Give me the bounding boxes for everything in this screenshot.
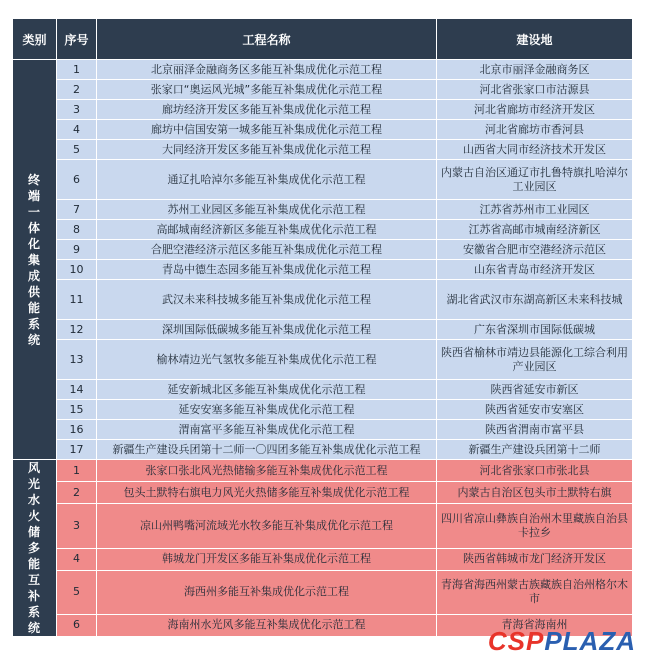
location-cell: 陕西省渭南市富平县 <box>437 420 633 440</box>
index-cell: 1 <box>57 460 97 482</box>
table-row <box>13 548 633 570</box>
location-cell: 陕西省延安市新区 <box>437 380 633 400</box>
project-name-cell: 大同经济开发区多能互补集成优化示范工程 <box>97 140 437 160</box>
project-name-cell: 廊坊经济开发区多能互补集成优化示范工程 <box>97 100 437 120</box>
project-name-cell: 包头土默特右旗电力风光火热储多能互补集成优化示范工程 <box>97 482 437 504</box>
index-cell: 17 <box>57 440 97 460</box>
project-name-cell: 海南州水光风多能互补集成优化示范工程 <box>97 614 437 636</box>
index-cell: 6 <box>57 614 97 636</box>
location-cell: 四川省凉山彝族自治州木里藏族自治县卡拉乡 <box>437 504 633 548</box>
index-cell: 8 <box>57 220 97 240</box>
project-name-cell: 通辽扎哈淖尔多能互补集成优化示范工程 <box>97 160 437 200</box>
index-cell: 14 <box>57 380 97 400</box>
project-name-cell: 榆林靖边光气氢牧多能互补集成优化示范工程 <box>97 340 437 380</box>
location-cell: 湖北省武汉市东湖高新区未来科技城 <box>437 280 633 320</box>
location-cell: 江苏省高邮市城南经济新区 <box>437 220 633 240</box>
index-cell: 1 <box>57 60 97 80</box>
header-index: 序号 <box>57 19 97 60</box>
table-row <box>13 340 633 380</box>
index-cell: 4 <box>57 548 97 570</box>
project-name-cell: 延安新城北区多能互补集成优化示范工程 <box>97 380 437 400</box>
header-location: 建设地 <box>437 19 633 60</box>
index-cell: 11 <box>57 280 97 320</box>
index-cell: 13 <box>57 340 97 380</box>
table-row <box>13 420 633 440</box>
index-cell: 4 <box>57 120 97 140</box>
index-cell: 6 <box>57 160 97 200</box>
table-row <box>13 440 633 460</box>
location-cell: 江苏省苏州市工业园区 <box>437 200 633 220</box>
location-cell: 陕西省延安市安塞区 <box>437 400 633 420</box>
location-cell: 河北省张家口市张北县 <box>437 460 633 482</box>
location-cell: 陕西省韩城市龙门经济开发区 <box>437 548 633 570</box>
index-cell: 10 <box>57 260 97 280</box>
csp-plaza-watermark <box>488 626 636 657</box>
project-name-cell: 海西州多能互补集成优化示范工程 <box>97 570 437 614</box>
project-name-cell: 深圳国际低碳城多能互补集成优化示范工程 <box>97 320 437 340</box>
location-cell: 河北省张家口市沽源县 <box>437 80 633 100</box>
category-cell: 终端一体化集成供能系统 <box>13 60 57 460</box>
location-cell: 陕西省榆林市靖边县能源化工综合利用产业园区 <box>437 340 633 380</box>
location-cell: 新疆生产建设兵团第十二师 <box>437 440 633 460</box>
table-row <box>13 504 633 548</box>
table-row <box>13 380 633 400</box>
project-name-cell: 渭南富平多能互补集成优化示范工程 <box>97 420 437 440</box>
location-cell: 内蒙古自治区通辽市扎鲁特旗扎哈淖尔工业园区 <box>437 160 633 200</box>
table-row <box>13 280 633 320</box>
project-name-cell: 新疆生产建设兵团第十二师一〇四团多能互补集成优化示范工程 <box>97 440 437 460</box>
index-cell: 2 <box>57 482 97 504</box>
location-cell: 青海省海南州 <box>437 614 633 636</box>
header-category: 类别 <box>13 19 57 60</box>
project-name-cell: 凉山州鸭嘴河流域光水牧多能互补集成优化示范工程 <box>97 504 437 548</box>
table-row <box>13 260 633 280</box>
index-cell: 16 <box>57 420 97 440</box>
index-cell: 5 <box>57 570 97 614</box>
location-cell: 青海省海西州蒙古族藏族自治州格尔木市 <box>437 570 633 614</box>
project-name-cell: 延安安塞多能互补集成优化示范工程 <box>97 400 437 420</box>
project-name-cell: 高邮城南经济新区多能互补集成优化示范工程 <box>97 220 437 240</box>
index-cell: 12 <box>57 320 97 340</box>
watermark-plaza: PLAZA <box>544 626 636 656</box>
table-row <box>13 460 633 482</box>
location-cell: 广东省深圳市国际低碳城 <box>437 320 633 340</box>
index-cell: 15 <box>57 400 97 420</box>
index-cell: 2 <box>57 80 97 100</box>
table-row <box>13 160 633 200</box>
location-cell: 河北省廊坊市经济开发区 <box>437 100 633 120</box>
watermark-csp: CSP <box>487 626 545 656</box>
table-row <box>13 240 633 260</box>
table-row <box>13 220 633 240</box>
table-row <box>13 200 633 220</box>
index-cell: 5 <box>57 140 97 160</box>
project-name-cell: 北京丽泽金融商务区多能互补集成优化示范工程 <box>97 60 437 80</box>
project-name-cell: 武汉未来科技城多能互补集成优化示范工程 <box>97 280 437 320</box>
location-cell: 河北省廊坊市香河县 <box>437 120 633 140</box>
project-name-cell: 合肥空港经济示范区多能互补集成优化示范工程 <box>97 240 437 260</box>
table-body <box>13 60 633 637</box>
index-cell: 7 <box>57 200 97 220</box>
header-project-name: 工程名称 <box>97 19 437 60</box>
project-name-cell: 青岛中德生态园多能互补集成优化示范工程 <box>97 260 437 280</box>
index-cell: 3 <box>57 100 97 120</box>
table-row <box>13 570 633 614</box>
table-row <box>13 400 633 420</box>
project-name-cell: 张家口张北风光热储输多能互补集成优化示范工程 <box>97 460 437 482</box>
table-row <box>13 320 633 340</box>
project-name-cell: 苏州工业园区多能互补集成优化示范工程 <box>97 200 437 220</box>
project-table <box>12 18 633 637</box>
category-cell: 风光水火储多能互补系统 <box>13 460 57 637</box>
location-cell: 安徽省合肥市空港经济示范区 <box>437 240 633 260</box>
table-row <box>13 482 633 504</box>
index-cell: 3 <box>57 504 97 548</box>
location-cell: 山西省大同市经济技术开发区 <box>437 140 633 160</box>
table-row <box>13 100 633 120</box>
index-cell: 9 <box>57 240 97 260</box>
location-cell: 山东省青岛市经济开发区 <box>437 260 633 280</box>
location-cell: 北京市丽泽金融商务区 <box>437 60 633 80</box>
project-name-cell: 廊坊中信国安第一城多能互补集成优化示范工程 <box>97 120 437 140</box>
table-row <box>13 140 633 160</box>
table-row <box>13 120 633 140</box>
table-header-row <box>13 19 633 60</box>
project-name-cell: 韩城龙门开发区多能互补集成优化示范工程 <box>97 548 437 570</box>
project-name-cell: 张家口“奥运风光城”多能互补集成优化示范工程 <box>97 80 437 100</box>
table-row <box>13 60 633 80</box>
location-cell: 内蒙古自治区包头市土默特右旗 <box>437 482 633 504</box>
table-row <box>13 80 633 100</box>
